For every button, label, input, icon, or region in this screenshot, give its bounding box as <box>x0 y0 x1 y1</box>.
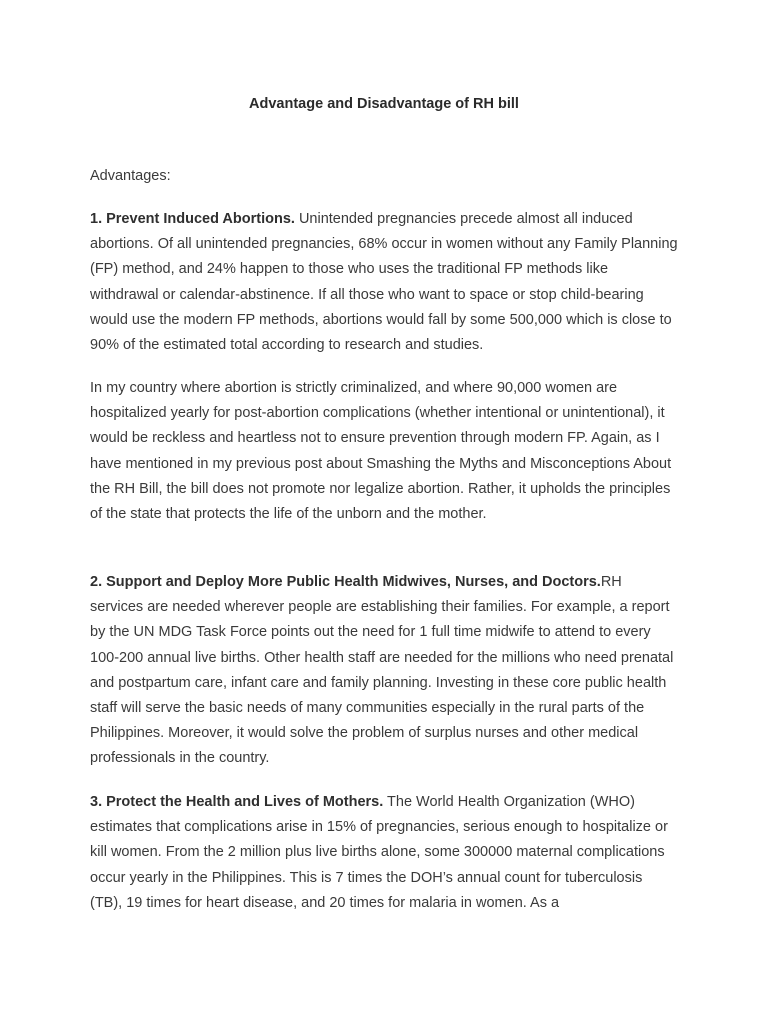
paragraph-1-heading: 1. Prevent Induced Abortions. <box>90 211 295 227</box>
paragraph-3-heading: 2. Support and Deploy More Public Health Midwives, Nurses, and Doctors. <box>90 574 601 590</box>
paragraph-1 <box>90 207 678 358</box>
section-label-advantages: Advantages: <box>90 168 171 184</box>
paragraph-2-text: In my country where abortion is strictly criminalized, and where 90,000 women are hospitalized yearly for post-abortion complications (whether intentional or unintentional), it would be reckless and heartless not to ensure prevention through modern FP. Again, as I have mentioned in my previous post about Smashing the Myths and Misconceptions About the RH Bill, the bill does not promote nor legalize abortion. Rather, it upholds the principles of the state that protects the life of the unborn and the mother. <box>90 380 672 523</box>
document-title: Advantage and Disadvantage of RH bill <box>249 96 519 112</box>
paragraph-4 <box>90 790 678 916</box>
paragraph-1-text: Unintended pregnancies precede almost all induced abortions. Of all unintended pregnancies, 68% occur in women without any Family Planning (FP) method, and 24% happen to those who uses the traditional FP methods like withdrawal or calendar-abstinence. If all those who want to space or stop child-bearing would use the modern FP methods, abortions would fall by some 500,000 which is close to 90% of the estimated total according to research and studies. <box>90 211 678 354</box>
paragraph-4-heading: 3. Protect the Health and Lives of Mothers. <box>90 794 384 810</box>
paragraph-4-text: The World Health Organization (WHO) estimates that complications arise in 15% of pregnancies, serious enough to hospitalize or kill women. From the 2 million plus live births alone, some 300000 maternal complications occur yearly in the Philippines. This is 7 times the DOH’s annual count for tuberculosis (TB), 19 times for heart disease, and 20 times for malaria in women. As a <box>90 794 668 911</box>
paragraph-3-text: RH services are needed wherever people are establishing their families. For example, a report by the UN MDG Task Force points out the need for 1 full time midwife to attend to every 100-200 annual live births. Other health staff are needed for the millions who need prenatal and postpartum care, infant care and family planning. Investing in these core public health staff will serve the basic needs of many communities especially in the rural parts of the Philippines. Moreover, it would solve the problem of surplus nurses and other medical professionals in the country. <box>90 574 674 767</box>
paragraph-2 <box>90 376 678 527</box>
paragraph-3 <box>90 570 678 772</box>
